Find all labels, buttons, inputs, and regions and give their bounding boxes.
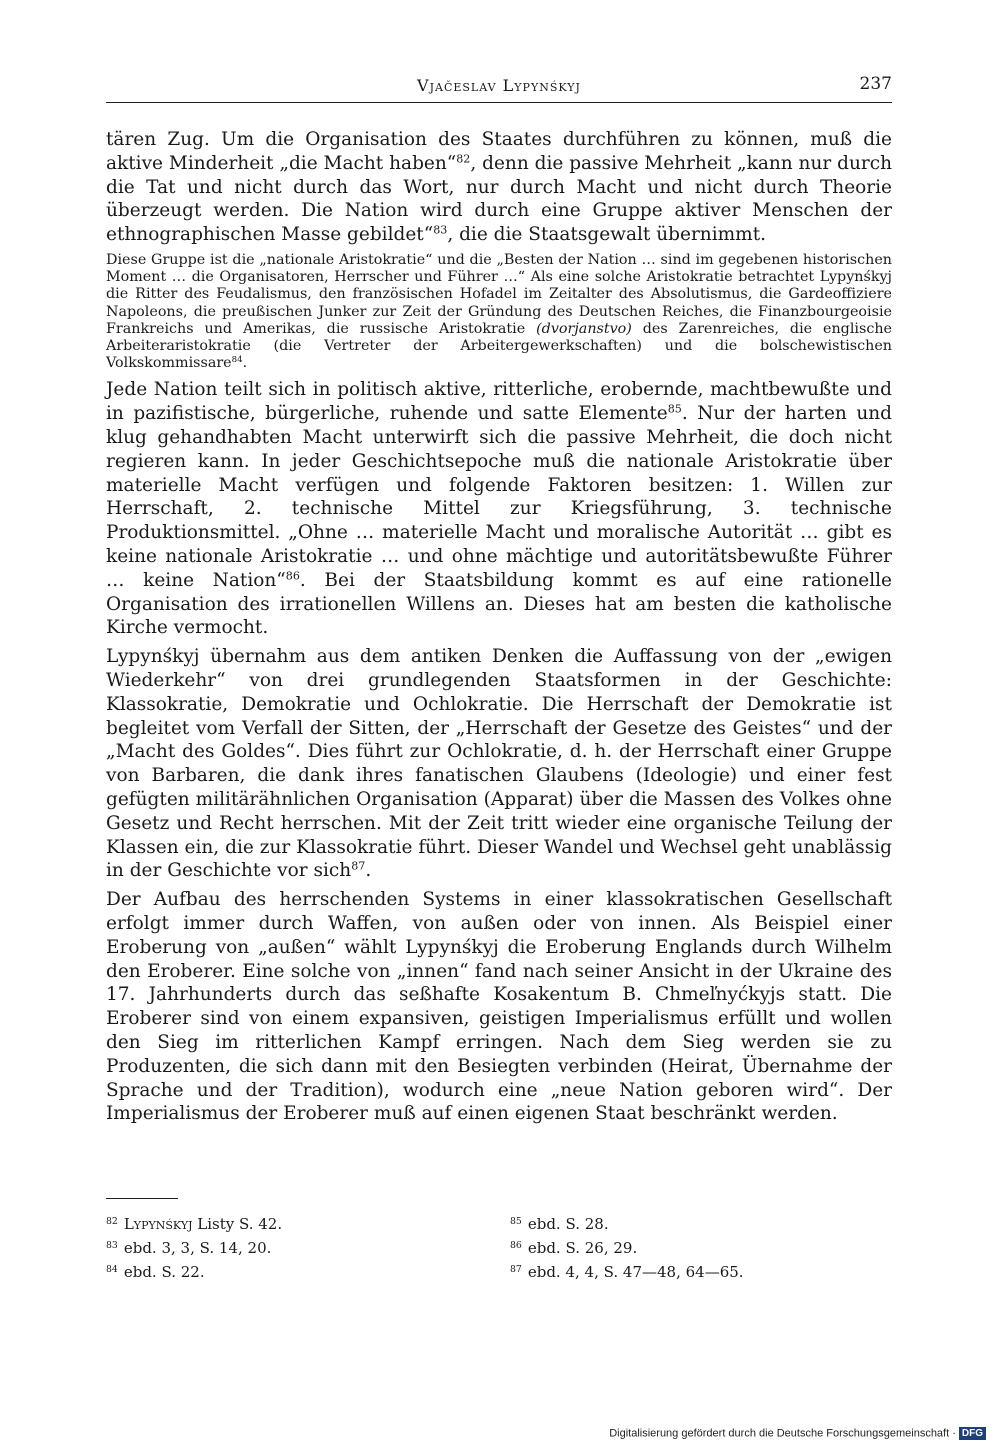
footnote-rule	[106, 1198, 178, 1199]
footnote-ref-82[interactable]: 82	[456, 152, 471, 166]
footnote-ref-83[interactable]: 83	[433, 223, 448, 237]
footnote-82: $^{82}$ Lypynśkyj Listy S. 42.	[106, 1215, 283, 1233]
footnote-ref-86[interactable]: 86	[285, 569, 300, 583]
digitization-credit	[609, 1427, 986, 1445]
main-text	[106, 128, 892, 1126]
paragraph-3: Jede Nation teilt sich in politisch aktive, ritterliche, erobernde, machtbewußte und in pazifistische, bürgerliche, ruhende und satte Elemente$^{85}$. Nur der harten und klug gehandhabten Macht unterwirft sich die passive Mehrheit, die doch nicht regieren kann. In jeder Geschichtsepoche muß die nationale Aristokratie über materielle Macht verfügen und folgende Faktoren besitzen: 1. Willen zur Herrschaft, 2. technische Mittel zur Kriegsführung, 3. technische Produktionsmittel. „Ohne … materielle Macht und moralische Autorität … gibt es keine nationale Aristokratie … und ohne mächtige und autoritätsbewußte Führer … keine Nation“$^{86}$. Bei der Staatsbildung kommt es auf eine rationelle Organisation des irrationellen Willens an. Dieses hat am besten die katholische Kirche vermocht.	[106, 379, 892, 639]
paragraph-2-small: Diese Gruppe ist die „nationale Aristokratie“ und die „Besten der Nation … sind im gegebenen historischen Moment … die Organisatoren, Herrscher und Führer …“ Als eine solche Aristokratie betrachtet Lypynśkyj die Ritter des Feudalismus, den französischen Hofadel im Zeitalter des Absolutismus, die Gardeoffiziere Napoleons, die preußischen Junker zur Zeit der Gründung des Deutschen Reiches, die Finanzbourgeoisie Frankreichs und Amerikas, die russische Aristokratie (dvorjanstvo) des Zarenreiches, die englische Arbeiteraristokratie (die Vertreter der Arbeitergewerkschaften) und die bolschewistischen Volkskommissare$^{84}$.	[106, 251, 892, 372]
paragraph-4: Lypynśkyj übernahm aus dem antiken Denken die Auffassung von der „ewigen Wiederkehr“ von drei grundlegenden Staatsformen in der Geschichte: Klassokratie, Demokratie und Ochlokratie. Die Herrschaft der Demokratie ist begleitet vom Verfall der Sitten, der „Herrschaft der Gesetze des Geistes“ und der „Macht des Goldes“. Dies führt zur Ochlokratie, d. h. der Herrschaft einer Gruppe von Barbaren, die dank ihres fanatischen Glaubens (Ideologie) und einer fest gefügten militärähnlichen Organisation (Apparat) über die Massen des Volkes ohne Gesetz und Recht herrschen. Mit der Zeit tritt wieder eine organische Teilung der Klassen ein, die zur Klassokratie führt. Dieser Wandel und Wechsel geht unablässig in der Geschichte vor sich$^{87}$.	[106, 646, 892, 882]
footnote-ref-85[interactable]: 85	[667, 402, 682, 416]
footnotes-right-column	[510, 1212, 744, 1284]
running-header	[106, 74, 892, 103]
paragraph-5: Der Aufbau des herrschenden Systems in einer klassokratischen Gesellschaft erfolgt immer durch Waffen, von außen oder von innen. Als Beispiel einer Eroberung von „außen“ wählt Lypynśkyj die Eroberung Englands durch Wilhelm den Eroberer. Eine solche von „innen“ fand nach seiner Ansicht in der Ukraine des 17. Jahrhunderts durch das seßhafte Kosakentum B. Chmeľnyćkyjs statt. Die Eroberer sind von einem expansiven, geistigen Imperialismus erfüllt und wollen den Sieg im ritterlichen Kampf erringen. Nach dem Sieg werden sie zu Produzenten, die sich dann mit den Besiegten verbinden (Heirat, Übernahme der Sprache und der Tradition), wodurch eine „neue Nation geboren wird“. Der Imperialismus der Eroberer muß auf einen eigenen Staat beschränkt werden.	[106, 889, 892, 1125]
paragraph-1: tären Zug. Um die Organisation des Staates durchführen zu können, muß die aktive Minderheit „die Macht haben“$^{82}$, denn die passive Mehrheit „kann nur durch die Tat und nicht durch das Wort, nur durch Macht und nicht durch Theorie überzeugt werden. Die Nation wird durch eine Gruppe aktiver Menschen der ethnographischen Masse gebildet“$^{83}$, die die Staatsgewalt übernimmt.	[106, 129, 892, 246]
dfg-logo-icon: DFG	[959, 1427, 986, 1440]
page-number: 237	[859, 74, 892, 94]
footnotes-left-column	[106, 1212, 282, 1284]
footnote-84: $^{84}$ ebd. S. 22.	[106, 1263, 205, 1281]
footnote-86: $^{86}$ ebd. S. 26, 29.	[510, 1239, 638, 1257]
footnote-ref-84[interactable]: 84	[231, 355, 243, 366]
footnote-83: $^{83}$ ebd. 3, 3, S. 14, 20.	[106, 1239, 272, 1257]
footnote-ref-87[interactable]: 87	[351, 859, 366, 873]
italic-term: (dvorjanstvo)	[536, 320, 632, 337]
running-title: Vjačeslav Lypynśkyj	[417, 76, 581, 95]
footnote-87: $^{87}$ ebd. 4, 4, S. 47—48, 64—65.	[510, 1263, 744, 1281]
footnote-85: $^{85}$ ebd. S. 28.	[510, 1215, 609, 1233]
credit-text: Digitalisierung gefördert durch die Deutsche Forschungsgemeinschaft ·	[609, 1427, 956, 1440]
